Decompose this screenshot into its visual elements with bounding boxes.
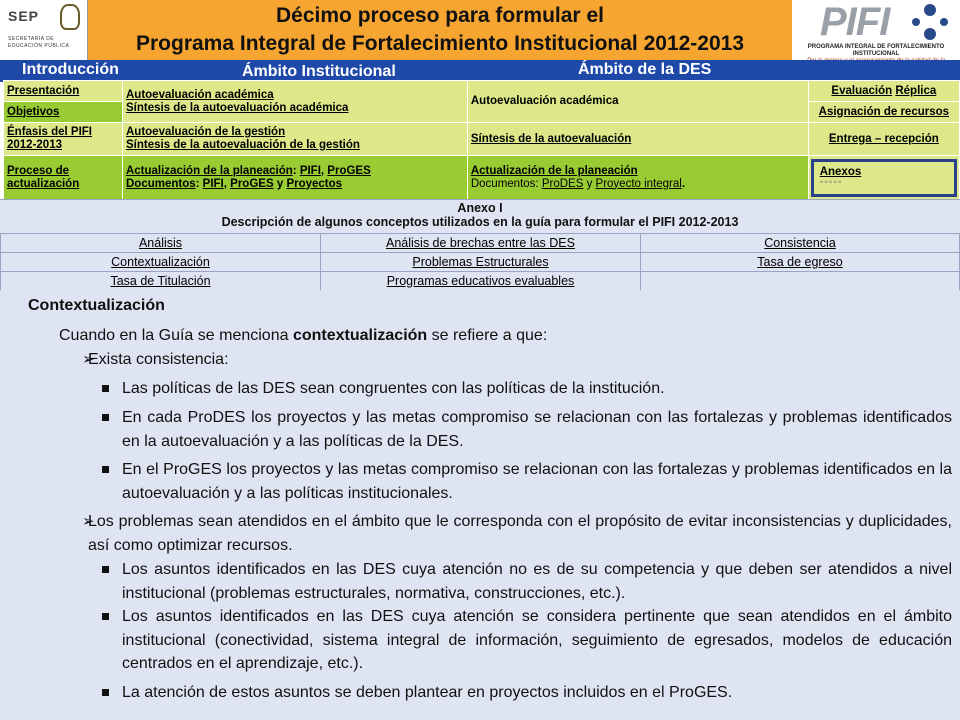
sub-bullet bbox=[102, 406, 952, 453]
sep-subtitle: SECRETARÍA DE EDUCACIÓN PÚBLICA bbox=[8, 36, 70, 49]
sub-bullet-text: Los asuntos identificados en las DES cuya atención no es de su competencia y que deben ser atendidos a nivel institucional (problemas estructurales, normativa, construcciones, etc.). bbox=[122, 561, 952, 602]
sub-bullet bbox=[102, 681, 952, 705]
table-row bbox=[1, 253, 960, 272]
link-inst-doc-proges[interactable]: ProGES bbox=[230, 177, 274, 190]
bullet-consistencia bbox=[82, 348, 952, 372]
intro-post: se refiere a que: bbox=[427, 327, 548, 344]
page-title bbox=[90, 2, 790, 58]
pifi-dots-icon bbox=[910, 4, 950, 42]
intro-pre: Cuando en la Guía se menciona bbox=[59, 327, 293, 344]
sub-bullet bbox=[102, 558, 952, 605]
link-inst-actualizacion[interactable]: Actualización de la planeación bbox=[125, 164, 293, 177]
sub-bullet-text: En cada ProDES los proyectos y las metas compromiso se relacionan con las fortalezas y problemas identificados en la autoevaluación y a las políticas de la DES. bbox=[122, 409, 952, 450]
link-programas-evaluables[interactable]: Programas educativos evaluables bbox=[386, 273, 575, 288]
anexos-wave-icon: ◦◦◦◦◦ bbox=[819, 176, 843, 188]
link-objetivos[interactable]: Objetivos bbox=[7, 105, 60, 118]
title-line-1: Décimo proceso para formular el bbox=[276, 4, 604, 27]
nav-introduccion[interactable]: Introducción bbox=[22, 61, 119, 78]
sub-bullet-text: Los asuntos identificados en las DES cuya atención se considera pertinente que sean atendidos en el ámbito institucional (conectividad, sistema integral de información, seguimiento de egresados, modelos de educación centrados en el aprendizaje, etc.). bbox=[122, 608, 952, 672]
link-proceso-actualizacion[interactable]: Proceso de actualización bbox=[7, 164, 80, 190]
link-asignacion-recursos[interactable]: Asignación de recursos bbox=[818, 105, 950, 118]
link-des-actualizacion[interactable]: Actualización de la planeación bbox=[470, 164, 638, 177]
anexos-button[interactable] bbox=[811, 159, 957, 197]
anexo-title: Anexo I bbox=[457, 201, 503, 215]
nav-bar bbox=[0, 60, 960, 82]
sub-bullet-text: Las políticas de las DES sean congruentes con las políticas de la institución. bbox=[122, 380, 665, 397]
anexos-label: Anexos bbox=[819, 165, 862, 178]
link-enfasis[interactable]: Énfasis del PIFI 2012-2013 bbox=[7, 126, 92, 151]
des-y-text: y bbox=[586, 177, 593, 190]
link-tasa-titulacion[interactable]: Tasa de Titulación bbox=[110, 273, 211, 288]
sub-bullet-text: La atención de estos asuntos se deben plantear en proyectos incluidos en el ProGES. bbox=[122, 684, 733, 701]
sub-bullet bbox=[102, 458, 952, 505]
link-entrega-recepcion[interactable]: Entrega – recepción bbox=[828, 132, 939, 145]
intro-bold: contextualización bbox=[292, 327, 428, 344]
eagle-emblem-icon bbox=[60, 4, 80, 30]
link-inst-autoevaluacion[interactable]: Autoevaluación académica bbox=[125, 88, 274, 101]
link-evaluacion[interactable]: Evaluación bbox=[831, 84, 893, 97]
nav-table: Presentación Autoevaluación académica Síntesis de la autoevaluación académica Autoevaluación académica Evaluación Réplica Objetivos Asignación de recursos Énfasis del PIFI 2012-2013 Autoevaluación de la gestión Síntesis de la autoevaluación de la gestión Síntesis de la autoevaluación Entrega – recepción Proceso de actualización Actualización de la planeación: PIFI, ProGES Documentos: PIFI, ProGES y Proyectos Actualización de la planeación Documentos: ProDES y Proyecto integral. Anexos ◦◦◦◦◦ bbox=[3, 80, 960, 200]
sep-logo-text: SEP bbox=[8, 8, 40, 24]
link-inst-gestion[interactable]: Autoevaluación de la gestión bbox=[125, 126, 286, 138]
anexo-subtitle: Descripción de algunos conceptos utilizados en la guía para formular el PIFI 2012-2013 bbox=[221, 215, 739, 229]
link-replica[interactable]: Réplica bbox=[895, 84, 937, 97]
link-consistencia[interactable]: Consistencia bbox=[764, 235, 836, 250]
link-inst-sintesis[interactable]: Síntesis de la autoevaluación académica bbox=[125, 101, 349, 114]
des-autoevaluacion-cell[interactable]: Autoevaluación académica bbox=[467, 81, 808, 123]
anexo-heading bbox=[0, 199, 960, 229]
link-inst-pifi[interactable]: PIFI bbox=[299, 164, 321, 177]
link-inst-proyectos[interactable]: Proyectos bbox=[286, 177, 343, 190]
pifi-logo bbox=[792, 0, 960, 60]
sub-bullet bbox=[102, 605, 952, 676]
anexo-table bbox=[0, 233, 960, 291]
link-des-prodes[interactable]: ProDES bbox=[541, 177, 584, 190]
link-inst-sintesis-gestion[interactable]: Síntesis de la autoevaluación de la gestión bbox=[125, 139, 360, 151]
link-tasa-egreso[interactable]: Tasa de egreso bbox=[757, 254, 843, 269]
pifi-caption-title: PROGRAMA INTEGRAL DE FORTALECIMIENTO INSTITUCIONAL bbox=[807, 44, 945, 57]
pifi-logo-text: PIFI bbox=[820, 0, 890, 44]
bullet-consistencia-text: ➢ Exista consistencia: bbox=[88, 351, 229, 368]
link-analisis[interactable]: Análisis bbox=[138, 235, 183, 250]
content-intro bbox=[59, 324, 547, 348]
des-documentos-label: Documentos: bbox=[470, 177, 539, 190]
table-row bbox=[1, 272, 960, 291]
link-inst-proges[interactable]: ProGES bbox=[327, 164, 371, 177]
bullet-problemas bbox=[82, 510, 952, 557]
link-contextualizacion[interactable]: Contextualización bbox=[111, 254, 210, 269]
link-problemas-estructurales[interactable]: Problemas Estructurales bbox=[412, 254, 549, 269]
link-des-proyecto-integral[interactable]: Proyecto integral bbox=[595, 177, 682, 190]
link-inst-doc-pifi[interactable]: PIFI bbox=[202, 177, 224, 190]
anexo-panel bbox=[0, 199, 960, 290]
sub-bullet bbox=[102, 377, 952, 401]
sep-logo bbox=[0, 0, 88, 60]
title-line-2: Programa Integral de Fortalecimiento Institucional 2012-2013 bbox=[135, 32, 745, 55]
link-presentacion[interactable]: Presentación bbox=[7, 84, 80, 97]
content-panel bbox=[0, 290, 960, 720]
link-analisis-brechas[interactable]: Análisis de brechas entre las DES bbox=[386, 235, 575, 250]
nav-ambito-institucional[interactable]: Ámbito Institucional bbox=[242, 63, 396, 80]
bullet-problemas-text: ➢ Los problemas sean atendidos en el ámbito que le corresponda con el propósito de evitar inconsistencias y duplicidades, así como optimizar recursos. bbox=[88, 513, 952, 554]
content-heading: Contextualización bbox=[28, 297, 165, 314]
table-row bbox=[1, 234, 960, 253]
link-inst-documentos[interactable]: Documentos bbox=[125, 177, 196, 190]
link-des-sintesis[interactable]: Síntesis de la autoevaluación bbox=[470, 132, 632, 145]
nav-ambito-des[interactable]: Ámbito de la DES bbox=[578, 61, 712, 78]
inst-y-text: y bbox=[276, 177, 284, 190]
header bbox=[0, 0, 960, 60]
sub-bullet-text: En el ProGES los proyectos y las metas compromiso se relacionan con las fortalezas y problemas identificados en la autoevaluación y a las políticas institucionales. bbox=[122, 461, 952, 502]
